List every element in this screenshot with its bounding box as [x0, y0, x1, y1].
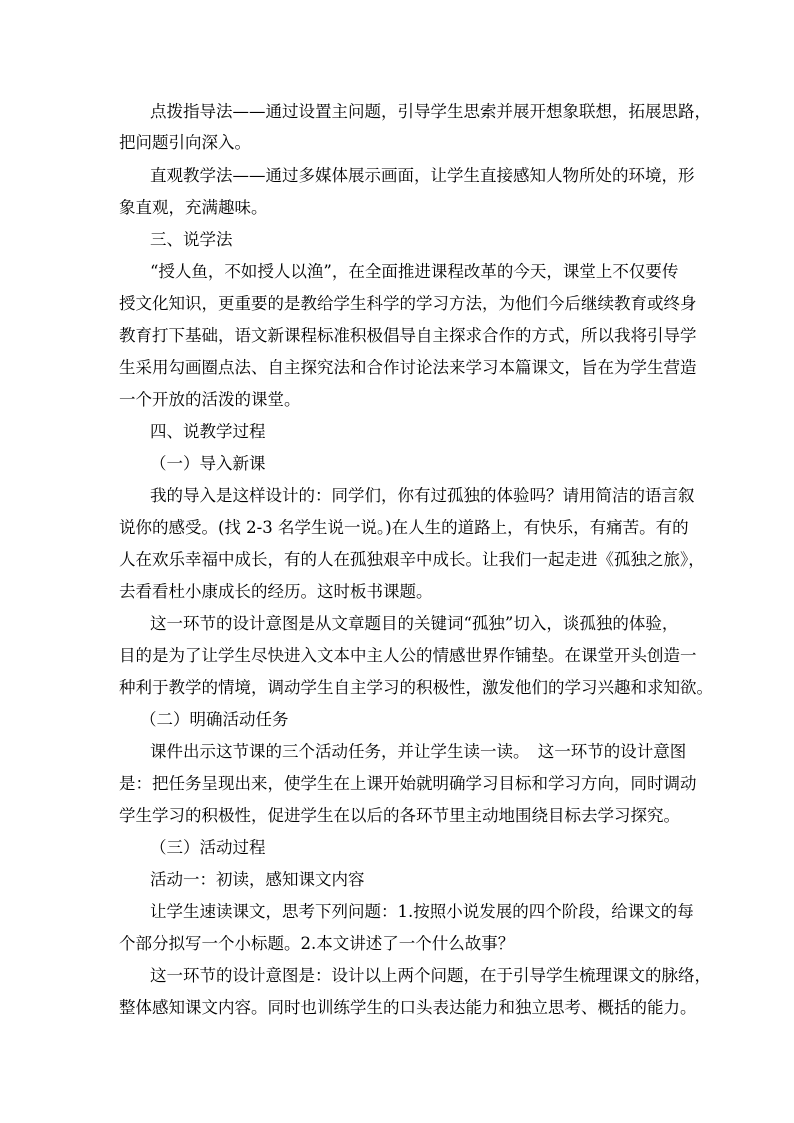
text-line: 这一环节的设计意图是从文章题目的关键词“孤独”切入，谈孤独的体验，	[150, 614, 679, 633]
subsection-heading: （一）导入新课	[150, 454, 266, 473]
text-line: 种利于教学的情境，调动学生自主学习的积极性，激发他们的学习兴趣和求知欲。	[119, 678, 713, 697]
text-line: 课件出示这节课的三个活动任务，并让学生读一读。 这一环节的设计意图	[150, 742, 687, 761]
text-line: 个部分拟写一个小标题。2.本文讲述了一个什么故事？	[119, 934, 515, 953]
text-line: 象直观，充满趣味。	[119, 198, 268, 217]
text-line: 说你的感受。(找 2-3 名学生说一说。)在人生的道路上，有快乐，有痛苦。有的	[119, 518, 689, 537]
text-line: 这一环节的设计意图是：设计以上两个问题，在于引导学生梳理课文的脉络，	[150, 966, 711, 985]
text-line: 生采用勾画圈点法、自主探究法和合作讨论法来学习本篇课文，旨在为学生营造	[119, 358, 697, 377]
text-line: 人在欢乐幸福中成长，有的人在孤独艰辛中成长。让我们一起走进《孤独之旅》，	[119, 550, 705, 569]
text-line: 教育打下基础，语文新课程标准积极倡导自主探求合作的方式，所以我将引导学	[119, 326, 697, 345]
text-line: 学生学习的积极性，促进学生在以后的各环节里主动地围绕目标去学习探究。	[119, 806, 680, 825]
section-heading: 三、说学法	[150, 230, 233, 249]
text-line: 目的是为了让学生尽快进入文本中主人公的情感世界作铺垫。在课堂开头创造一	[119, 646, 697, 665]
text-line: 去看看杜小康成长的经历。这时板书课题。	[119, 582, 433, 601]
text-line: 授文化知识，更重要的是教给学生科学的学习方法，为他们今后继续教育或终身	[119, 294, 697, 313]
text-line: 点拨指导法——通过设置主问题，引导学生思索并展开想象联想，拓展思路，	[150, 102, 711, 121]
subsection-heading: （二）明确活动任务	[140, 710, 289, 729]
text-line: 让学生速读课文，思考下列问题：1.按照小说发展的四个阶段，给课文的每	[150, 902, 694, 921]
text-line: 是：把任务呈现出来，使学生在上课开始就明确学习目标和学习方向，同时调动	[119, 774, 697, 793]
text-line: 一个开放的活泼的课堂。	[119, 390, 301, 409]
text-line: 我的导入是这样设计的：同学们，你有过孤独的体验吗？请用简洁的语言叙	[150, 486, 695, 505]
section-heading: 四、说教学过程	[150, 422, 266, 441]
text-line: 整体感知课文内容。同时也训练学生的口头表达能力和独立思考、概括的能力。	[119, 998, 697, 1017]
text-line: 直观教学法——通过多媒体展示画面，让学生直接感知人物所处的环境，形	[150, 166, 695, 185]
text-line: 把问题引向深入。	[119, 133, 251, 152]
activity-heading: 活动一：初读，感知课文内容	[150, 870, 365, 889]
subsection-heading: （三）活动过程	[150, 838, 266, 857]
text-line: “授人鱼，不如授人以渔”，在全面推进课程改革的今天，课堂上不仅要传	[150, 262, 679, 281]
